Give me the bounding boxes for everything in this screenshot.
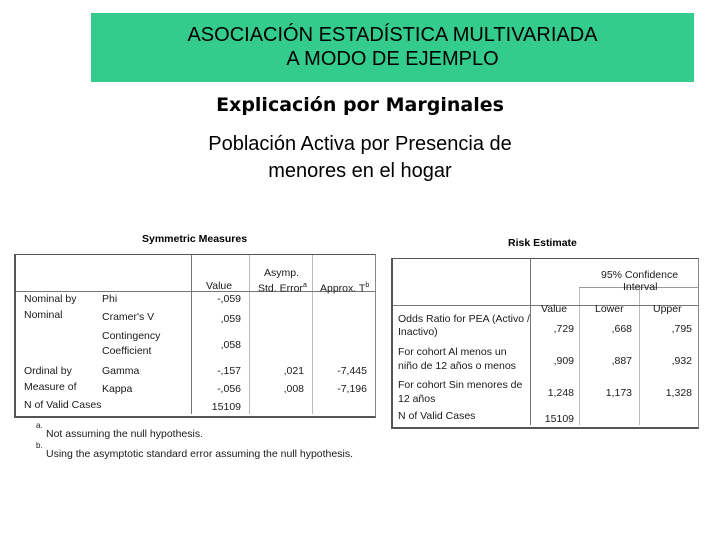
value-cell: 15109 xyxy=(544,413,574,425)
value-cell: -,056 xyxy=(217,383,241,395)
header-value: Value xyxy=(541,303,568,315)
symmetric-measures-title: Symmetric Measures xyxy=(142,233,248,245)
row-label: For cohort Sin menores de xyxy=(398,379,523,391)
footnote-b-mark: b. xyxy=(36,441,43,450)
upper-cell: 1,328 xyxy=(665,387,692,399)
row-label: Cramer's V xyxy=(102,311,155,323)
row-label: Coefficient xyxy=(102,345,152,357)
row-label: For cohort Al menos un xyxy=(398,346,507,358)
se-cell: ,008 xyxy=(283,383,304,395)
group-label: Measure of xyxy=(24,381,77,393)
t-cell: -7,196 xyxy=(337,383,367,395)
footnote-a-text: Not assuming the null hypothesis. xyxy=(46,428,204,440)
title-banner xyxy=(91,13,694,82)
row-label: Odds Ratio for PEA (Activo / xyxy=(398,313,530,325)
value-cell: ,058 xyxy=(220,339,241,351)
se-cell: ,021 xyxy=(283,365,304,377)
lower-cell: ,887 xyxy=(611,355,632,367)
banner-title: ASOCIACIÓN ESTADÍSTICA MULTIVARIADA xyxy=(187,24,598,46)
row-label: Phi xyxy=(102,293,118,305)
row-label: 12 años xyxy=(398,393,436,405)
header-value: Value xyxy=(206,280,233,292)
group-label: Nominal by xyxy=(24,293,77,305)
risk-estimate-title: Risk Estimate xyxy=(508,237,577,249)
header-ci-line2: Interval xyxy=(623,281,658,293)
value-cell: ,059 xyxy=(220,313,241,325)
section-heading: Explicación por Marginales xyxy=(216,94,504,116)
group-label: Nominal xyxy=(24,309,63,321)
group-label: N of Valid Cases xyxy=(24,399,102,411)
lower-cell: 1,173 xyxy=(605,387,632,399)
lower-cell: ,668 xyxy=(611,323,632,335)
row-label: niño de 12 años o menos xyxy=(398,360,516,372)
row-label: Contingency xyxy=(102,330,161,342)
banner-subtitle: A MODO DE EJEMPLO xyxy=(286,48,499,70)
header-lower: Lower xyxy=(595,303,624,315)
upper-cell: ,932 xyxy=(671,355,692,367)
subtitle-line-1: Población Activa por Presencia de xyxy=(208,133,512,155)
risk-estimate-table xyxy=(391,258,699,429)
header-se-line2: Std. Error$^a$ xyxy=(258,282,307,295)
footnote-b-text: Using the asymptotic standard error assuming the null hypothesis. xyxy=(46,448,353,460)
group-label: Ordinal by xyxy=(24,365,72,377)
t-cell: -7,445 xyxy=(337,365,367,377)
value-cell: ,729 xyxy=(553,323,574,335)
header-t: Approx. $T^b$ xyxy=(320,282,370,295)
value-cell: ,909 xyxy=(553,355,574,367)
header-se-line1: Asymp. xyxy=(264,267,300,279)
value-cell: -,157 xyxy=(217,365,241,377)
symmetric-measures-table xyxy=(14,254,376,418)
upper-cell: ,795 xyxy=(671,323,692,335)
header-upper: Upper xyxy=(653,303,682,315)
header-ci-line1: 95% Confidence xyxy=(601,269,679,281)
row-label: Kappa xyxy=(102,383,133,395)
row-label: N of Valid Cases xyxy=(398,410,476,422)
subtitle-line-2: menores en el hogar xyxy=(268,160,452,182)
footnote-a-mark: a. xyxy=(36,421,43,430)
value-cell: 1,248 xyxy=(547,387,574,399)
value-cell: -,059 xyxy=(217,293,241,305)
row-label: Gamma xyxy=(102,365,140,377)
column-divider xyxy=(530,259,531,425)
slide-subtitle xyxy=(140,131,580,185)
value-cell: 15109 xyxy=(211,401,241,413)
row-label: Inactivo) xyxy=(398,326,438,338)
